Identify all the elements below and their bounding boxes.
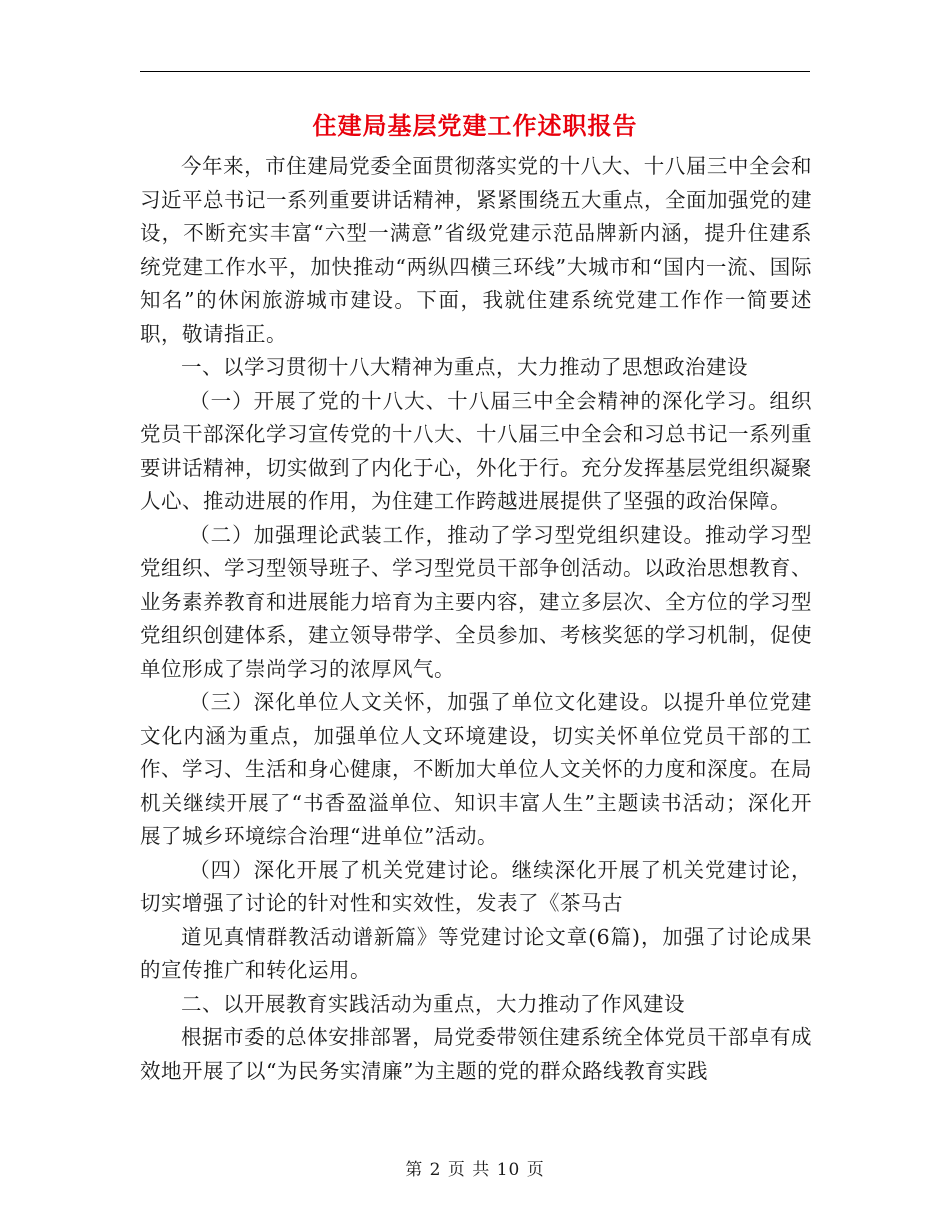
page-number: 第 2 页 共 10 页: [405, 1160, 545, 1180]
document-title: 住建局基层党建工作述职报告: [312, 111, 638, 140]
section-heading-1: 一、以学习贯彻十八大精神为重点，大力推动了思想政治建设: [181, 355, 748, 379]
header-rule: [140, 71, 810, 72]
section-heading-2: 二、以开展教育实践活动为重点，大力推动了作风建设: [181, 991, 685, 1016]
paragraph-1-3: （三）深化单位人文关怀，加强了单位文化建设。以提升单位党建文化内涵为重点，加强单位人文环境建设，切实关怀单位党员干部的工作、学习、生活和身心健康，不断加大单位人文关怀的力度和深度。在局机关继续开展了“书香盈溢单位、知识丰富人生”主题读书活动；深化开展了城乡环境综合治理“进单位”活动。: [140, 690, 812, 848]
paragraph-1-1: （一）开展了党的十八大、十八届三中全会精神的深化学习。组织党员干部深化学习宣传党的十八大、十八届三中全会和习总书记一系列重要讲话精神，切实做到了内化于心，外化于行。充分发挥基层党组织凝聚人心、推动进展的作用，为住建工作跨越进展提供了坚强的政治保障。: [140, 388, 812, 513]
paragraph-1-4: （四）深化开展了机关党建讨论。继续深化开展了机关党建讨论，切实增强了讨论的针对性和实效性，发表了《茶马古: [140, 857, 812, 915]
document-body: [140, 150, 812, 1088]
paragraph-1-4-continued: 道见真情群教活动谱新篇》等党建讨论文章(6篇)，加强了讨论成果的宣传推广和转化运用。: [140, 924, 812, 982]
paragraph-1-2: （二）加强理论武装工作，推动了学习型党组织建设。推动学习型党组织、学习型领导班子、学习型党员干部争创活动。以政治思想教育、业务素养教育和进展能力培育为主要内容，建立多层次、全方位的学习型党组织创建体系，建立领导带学、全员参加、考核奖惩的学习机制，促使单位形成了崇尚学习的浓厚风气。: [140, 522, 812, 681]
paragraph-2-intro: 根据市委的总体安排部署，局党委带领住建系统全体党员干部卓有成效地开展了以“为民务实清廉”为主题的党的群众路线教育实践: [140, 1025, 812, 1083]
paragraph-intro: 今年来，市住建局党委全面贯彻落实党的十八大、十八届三中全会和习近平总书记一系列重要讲话精神，紧紧围绕五大重点，全面加强党的建设，不断充实丰富“六型一满意”省级党建示范品牌新内涵，提升住建系统党建工作水平，加快推动“两纵四横三环线”大城市和“国内一流、国际知名”的休闲旅游城市建设。下面，我就住建系统党建工作作一简要述职，敬请指正。: [140, 154, 812, 346]
